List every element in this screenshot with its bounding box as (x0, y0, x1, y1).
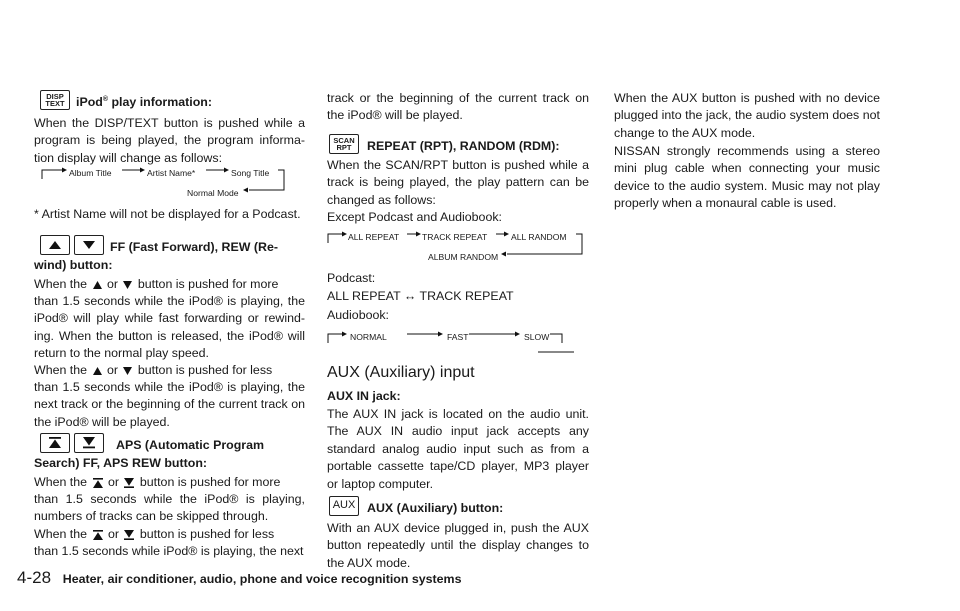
aps-para-1-line1: When the or button is pushed for more (34, 475, 281, 489)
aux-button-heading: AUX (Auxiliary) button: (367, 501, 504, 515)
aps-heading-b: Search) FF, APS REW button: (34, 456, 208, 470)
up-arrow-icon (93, 367, 102, 375)
diag2-album-random: ALBUM RANDOM (428, 252, 499, 262)
aps-ff-icon (93, 478, 103, 488)
diag3-normal: NORMAL (350, 332, 387, 342)
footnote: * Artist Name will not be displayed for a Podcast. (34, 207, 301, 221)
diag1-normal: Normal Mode (187, 188, 239, 198)
aps-rew-key-icon (74, 433, 104, 453)
aps-para-1: than 1.5 seconds while the iPod® is playing, numbers of tracks can be skipped through. (34, 492, 305, 524)
aux-no-device-paragraph: When the AUX button is pushed with no device plugged into the jack, the audio system does not change to the AUX mode. (614, 91, 880, 140)
diag2-all-random: ALL RANDOM (511, 232, 567, 242)
aps-ff-key-icon (40, 433, 70, 453)
scan-paragraph: When the SCAN/RPT button is pushed while a track is being played, the play pattern can be changed as follows: (327, 158, 589, 207)
aps-rew-icon (124, 478, 134, 488)
diagram-audiobook-speed (328, 330, 590, 354)
ff-heading-a: FF (Fast Forward), REW (Re- (110, 240, 278, 254)
diag3-fast: FAST (447, 332, 469, 342)
ff-para-2-line1: When the or button is pushed for less (34, 363, 273, 377)
diagram-ipod-modes (42, 166, 304, 196)
aux-in-heading: AUX IN jack: (327, 389, 401, 403)
disp-text-key-icon: DISP TEXT (40, 90, 70, 110)
aps-ff-icon (93, 530, 103, 540)
ff-para-1-line1: When the or button is pushed for more (34, 277, 279, 291)
aux-section-title: AUX (Auxiliary) input (327, 364, 475, 381)
aps-heading-a: APS (Automatic Program (116, 438, 265, 452)
diag1-artist: Artist Name* (147, 168, 196, 178)
podcast-line: ALL REPEAT ↔ TRACK REPEAT (327, 289, 514, 303)
page-footer (17, 568, 461, 588)
aps-para-2-line1: When the or button is pushed for less (34, 527, 275, 541)
scan-heading: REPEAT (RPT), RANDOM (RDM): (367, 139, 560, 153)
down-arrow-icon (123, 281, 132, 289)
ff-heading-b: wind) button: (34, 258, 113, 272)
aux-in-paragraph: The AUX IN jack is located on the audio unit. The AUX IN audio input jack accepts any standard analog audio input such as from a portable cassette tape/CD player, MP3 player or laptop computer. (327, 407, 589, 491)
aux-key-icon: AUX (329, 496, 359, 516)
podcast-label: Podcast: (327, 271, 376, 285)
diagram-repeat-modes (328, 230, 590, 260)
page-number: 4-28 (17, 568, 52, 587)
aux-button-paragraph: With an AUX device plugged in, push the AUX button repeatedly until the display changes to the AUX mode. (327, 521, 589, 570)
diag1-song: Song Title (231, 168, 270, 178)
diag2-all-repeat: ALL REPEAT (348, 232, 400, 242)
except-label: Except Podcast and Audiobook: (327, 210, 502, 224)
nissan-recommend-paragraph: NISSAN strongly recommends using a stereo mini plug cable when connecting your music device to the audio system. Music may not play properly when a monaural cable is used. (614, 144, 880, 211)
aps-rew-icon (124, 530, 134, 540)
up-arrow-key-icon (40, 235, 70, 255)
ff-para-2: than 1.5 seconds while the iPod® is playing, the next track or the beginning of the current track on the iPod® will be played. (34, 380, 305, 429)
ff-para-1: than 1.5 seconds while the iPod® is playing, the iPod® will play while fast forwarding or rewind-ing. When the button is released, the iPod® will return to the normal play speed. (34, 294, 305, 361)
diag3-slow: SLOW (524, 332, 550, 342)
aps-para-2: than 1.5 seconds while iPod® is playing, the next (34, 544, 304, 558)
continued-para: track or the beginning of the current track on the iPod® will be played. (327, 91, 589, 123)
scan-rpt-key-icon: SCAN RPT (329, 134, 359, 154)
down-arrow-key-icon (74, 235, 104, 255)
ipod-heading: iPod® play information: (76, 95, 212, 109)
audiobook-label: Audiobook: (327, 308, 390, 322)
chapter-title: Heater, air conditioner, audio, phone and voice recognition systems (62, 572, 462, 586)
up-arrow-icon (93, 281, 102, 289)
diag2-track-repeat: TRACK REPEAT (422, 232, 488, 242)
diag1-album: Album Title (69, 168, 112, 178)
down-arrow-icon (123, 367, 132, 375)
ipod-paragraph: When the DISP/TEXT button is pushed while a program is being played, the program informa-tion display will change as follows: (34, 116, 305, 165)
